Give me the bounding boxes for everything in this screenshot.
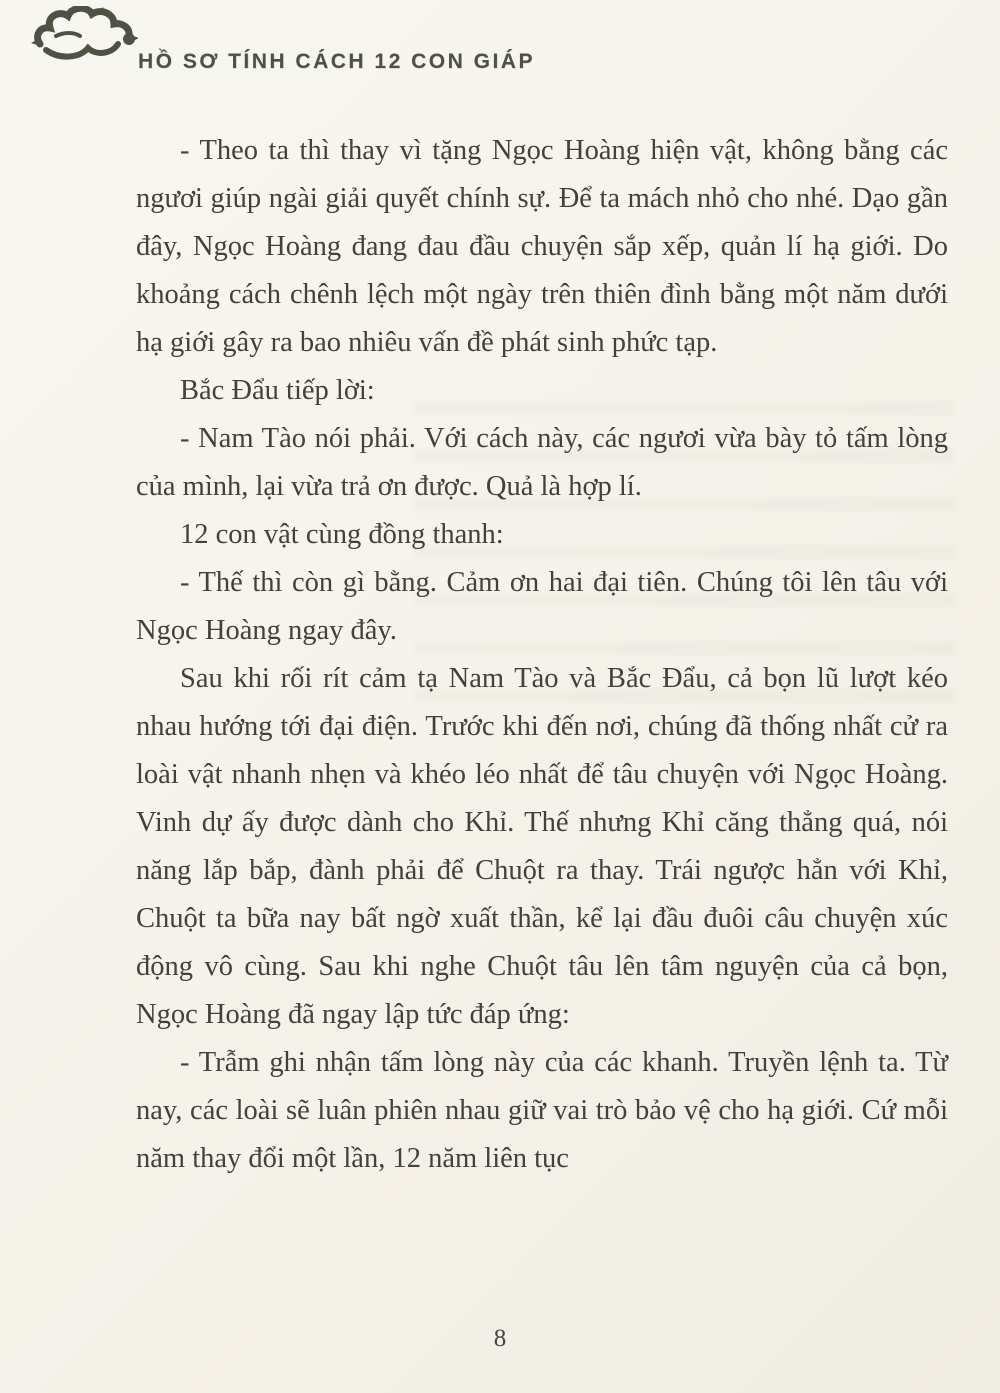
paragraph-3: - Nam Tào nói phải. Với cách này, các ngươi vừa bày tỏ tấm lòng của mình, lại vừa trả ơn được. Quả là hợp lí. xyxy=(136,423,948,502)
paragraph-2: Bắc Đẩu tiếp lời: xyxy=(180,375,375,406)
paragraph-4: 12 con vật cùng đồng thanh: xyxy=(180,519,504,550)
page-footer xyxy=(0,1325,1000,1353)
paragraph-1: - Theo ta thì thay vì tặng Ngọc Hoàng hiện vật, không bằng các ngươi giúp ngài giải quyết chính sự. Để ta mách nhỏ cho nhé. Dạo gần đây, Ngọc Hoàng đang đau đầu chuyện sắp xếp, quản lí hạ giới. Do khoảng cách chênh lệch một ngày trên thiên đình bằng một năm dưới hạ giới gây ra bao nhiêu vấn đề phát sinh phức tạp. xyxy=(136,135,948,358)
dragon-icon xyxy=(30,6,138,62)
paragraph-6: Sau khi rối rít cảm tạ Nam Tào và Bắc Đẩu, cả bọn lũ lượt kéo nhau hướng tới đại điện. Trước khi đến nơi, chúng đã thống nhất cử ra loài vật nhanh nhẹn và khéo léo nhất để tâu chuyện với Ngọc Hoàng. Vinh dự ấy được dành cho Khỉ. Thế nhưng Khỉ căng thẳng quá, nói năng lắp bắp, đành phải để Chuột ra thay. Trái ngược hẳn với Khỉ, Chuột ta bữa nay bất ngờ xuất thần, kể lại đầu đuôi câu chuyện xúc động vô cùng. Sau khi nghe Chuột tâu lên tâm nguyện của cả bọn, Ngọc Hoàng đã ngay lập tức đáp ứng: xyxy=(136,663,948,1030)
book-title: HỒ SƠ TÍNH CÁCH 12 CON GIÁP xyxy=(138,50,535,73)
paragraph-7: - Trẫm ghi nhận tấm lòng này của các khanh. Truyền lệnh ta. Từ nay, các loài sẽ luân phiên nhau giữ vai trò bảo vệ cho hạ giới. Cứ mỗi năm thay đổi một lần, 12 năm liên tục xyxy=(136,1047,948,1174)
paragraph-5: - Thế thì còn gì bằng. Cảm ơn hai đại tiên. Chúng tôi lên tâu với Ngọc Hoàng ngay đây. xyxy=(136,567,948,646)
page-header xyxy=(0,0,1000,100)
page-body xyxy=(136,127,948,1183)
page-number: 8 xyxy=(493,1325,507,1352)
